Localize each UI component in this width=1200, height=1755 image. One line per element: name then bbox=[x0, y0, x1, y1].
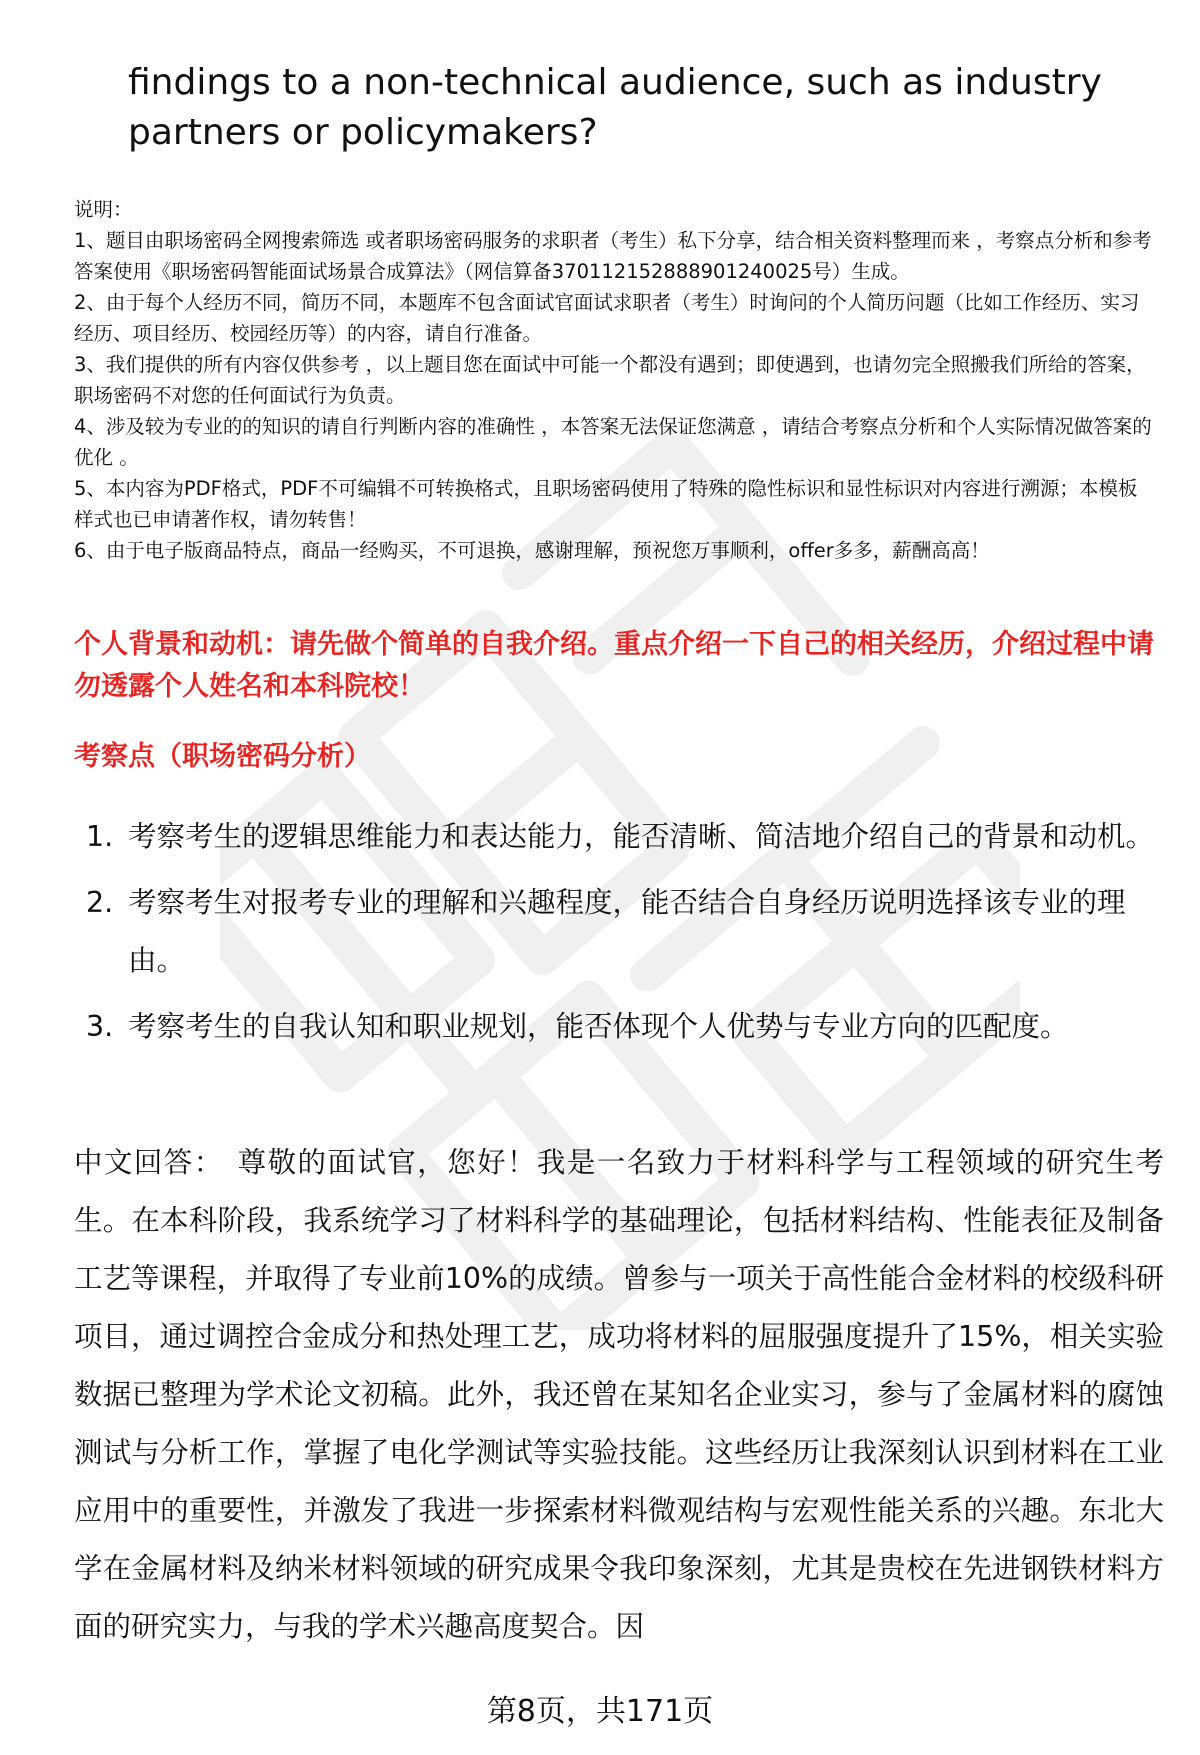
analysis-point bbox=[74, 808, 1164, 866]
analysis-point bbox=[74, 874, 1164, 990]
answer-label: 中文回答： bbox=[74, 1146, 224, 1179]
point-number: 2. bbox=[86, 886, 114, 919]
note-item: 1、题目由职场密码全网搜索筛选 或者职场密码服务的求职者（考生）私下分享，结合相关资料整理而来 ，考察点分析和参考答案使用《职场密码智能面试场景合成算法》（网信算备370112152888901240025号）生成。 bbox=[74, 229, 1152, 283]
note-item: 2、由于每个人经历不同，简历不同，本题库不包含面试官面试求职者（考生）时询问的个人简历问题（比如工作经历、实习经历、项目经历、校园经历等）的内容，请自行准备。 bbox=[74, 291, 1140, 345]
question-continuation-text: findings to a non-technical audience, such as industry partners or policymakers? bbox=[128, 62, 1102, 153]
note-item: 4、涉及较为专业的的知识的请自行判断内容的准确性 ，本答案无法保证您满意 ，请结合考察点分析和个人实际情况做答案的优化 。 bbox=[74, 415, 1152, 469]
point-number: 3. bbox=[86, 1010, 114, 1043]
notes-title: 说明： bbox=[74, 198, 133, 221]
point-text: 考察考生的自我认知和职业规划，能否体现个人优势与专业方向的匹配度。 bbox=[128, 1010, 1069, 1043]
point-text: 考察考生对报考专业的理解和兴趣程度，能否结合自身经历说明选择该专业的理由。 bbox=[128, 886, 1126, 977]
point-text: 考察考生的逻辑思维能力和表达能力，能否清晰、简洁地介绍自己的背景和动机。 bbox=[128, 820, 1155, 853]
page-footer: 第8页，共171页 bbox=[486, 1694, 714, 1729]
answer-text: 尊敬的面试官，您好！我是一名致力于材料科学与工程领域的研究生考生。在本科阶段，我系统学习了材料科学的基础理论，包括材料结构、性能表征及制备工艺等课程，并取得了专业前10%的成绩。曾参与一项关于高性能合金材料的校级科研项目，通过调控合金成分和热处理工艺，成功将材料的屈服强度提升了15%，相关实验数据已整理为学术论文初稿。此外，我还曾在某知名企业实习，参与了金属材料的腐蚀测试与分析工作，掌握了电化学测试等实验技能。这些经历让我深刻认识到材料在工业应用中的重要性，并激发了我进一步探索材料微观结构与宏观性能关系的兴趣。东北大学在金属材料及纳米材料领域的研究成果令我印象深刻，尤其是贵校在先进钢铁材料方面的研究实力，与我的学术兴趣高度契合。因 bbox=[74, 1146, 1164, 1643]
point-number: 1. bbox=[86, 820, 114, 853]
analysis-title: 考察点（职场密码分析） bbox=[74, 741, 371, 772]
analysis-points-list bbox=[74, 808, 1164, 1064]
notes-section bbox=[74, 194, 1154, 566]
note-item: 5、本内容为PDF格式，PDF不可编辑不可转换格式，且职场密码使用了特殊的隐性标识和显性标识对内容进行溯源；本模板样式也已申请著作权，请勿转售！ bbox=[74, 477, 1138, 531]
analysis-point bbox=[74, 998, 1164, 1056]
note-item: 3、我们提供的所有内容仅供参考 ，以上题目您在面试中可能一个都没有遇到；即使遇到，也请勿完全照搬我们所给的答案，职场密码不对您的任何面试行为负责。 bbox=[74, 353, 1146, 407]
chinese-answer bbox=[74, 1134, 1164, 1656]
note-item: 6、由于电子版商品特点，商品一经购买，不可退换，感谢理解，预祝您万事顺利，offer多多，薪酬高高！ bbox=[74, 539, 990, 562]
interview-question: 个人背景和动机：请先做个简单的自我介绍。重点介绍一下自己的相关经历，介绍过程中请勿透露个人姓名和本科院校！ bbox=[74, 629, 1154, 702]
